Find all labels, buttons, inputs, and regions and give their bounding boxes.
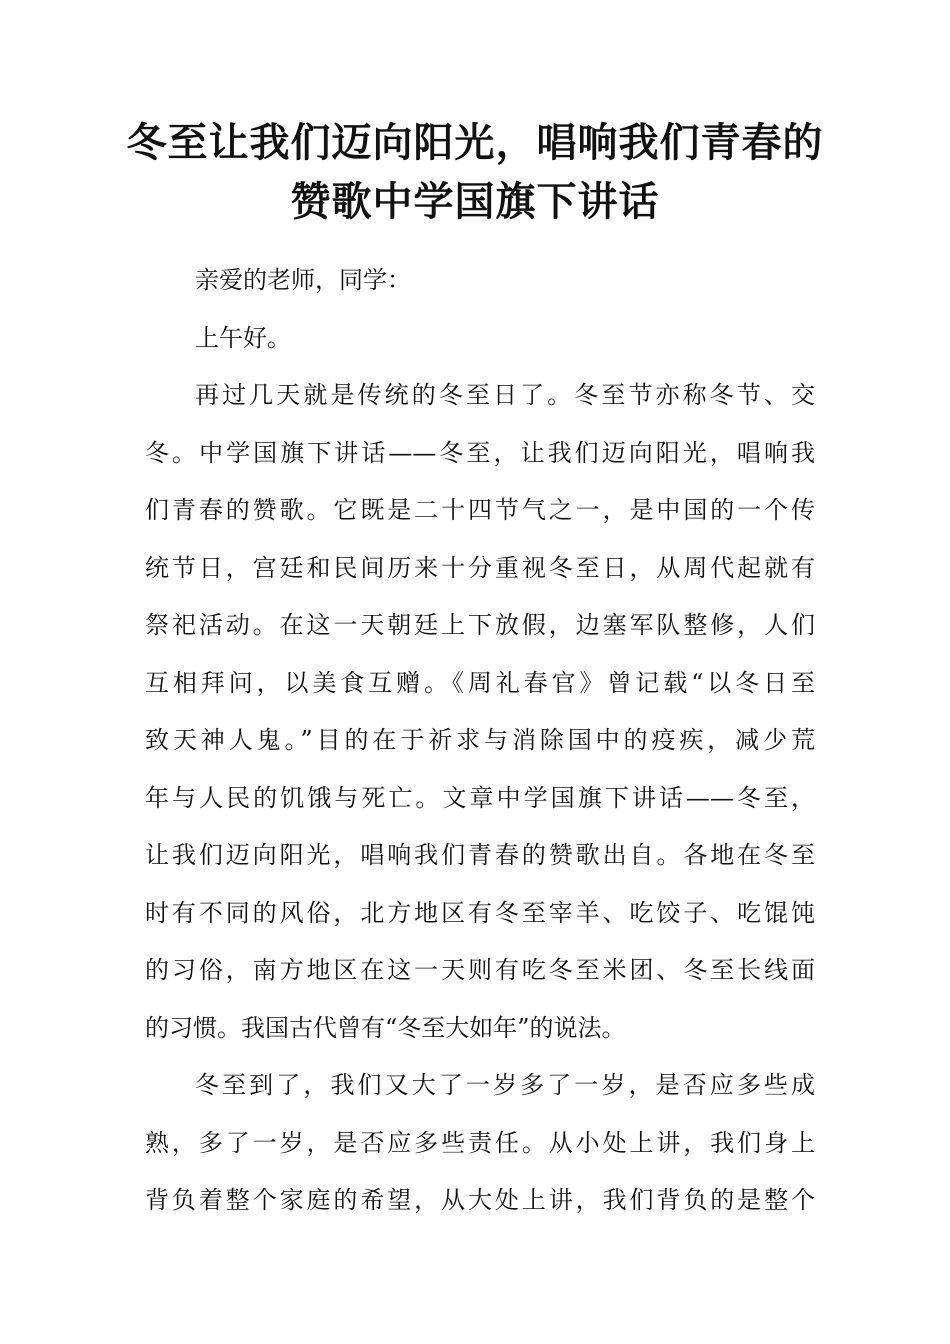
title-line-1: 冬至让我们迈向阳光，唱响我们青春的 (126, 120, 824, 166)
document-title (120, 114, 830, 232)
text-line: 背负着整个家庭的希望，从大处上讲，我们背负的是整个 (145, 1186, 815, 1214)
text-line: 上午好。 (195, 323, 291, 352)
text-line: 致天神人鬼。”目的在于祈求与消除国中的疫疾，减少荒 (145, 726, 815, 754)
text-line: 熟，多了一岁，是否应多些责任。从小处上讲，我们身上 (145, 1128, 815, 1157)
text-line: 冬。中学国旗下讲话——冬至，让我们迈向阳光，唱响我 (145, 438, 815, 467)
text-line: 时有不同的风俗，北方地区有冬至宰羊、吃饺子、吃馄饨 (145, 898, 815, 927)
title-line-2: 赞歌中学国旗下讲话 (290, 179, 660, 225)
document-body (145, 252, 815, 1230)
text-line: 的习俗，南方地区在这一天则有吃冬至米团、冬至长线面 (145, 956, 815, 984)
text-line: 再过几天就是传统的冬至日了。冬至节亦称冬节、交 (195, 381, 815, 409)
text-line: 互相拜问，以美食互赠。《周礼春官》曾记载“以冬日至 (145, 668, 815, 697)
text-line: 年与人民的饥饿与死亡。文章中学国旗下讲话——冬至， (145, 783, 815, 812)
text-line: 亲爱的老师，同学： (195, 266, 411, 294)
text-line: 祭祀活动。在这一天朝廷上下放假，边塞军队整修，人们 (145, 611, 815, 639)
text-line: 们青春的赞歌。它既是二十四节气之一，是中国的一个传 (145, 496, 815, 524)
text-line: 冬至到了，我们又大了一岁多了一岁，是否应多些成 (195, 1071, 815, 1099)
paragraph-winter-solstice (145, 367, 815, 1057)
paragraph-growing-up (145, 1057, 815, 1230)
paragraph-greeting (145, 252, 815, 310)
text-line: 让我们迈向阳光，唱响我们青春的赞歌出自。各地在冬至 (145, 841, 815, 869)
paragraph-morning (145, 310, 815, 368)
text-line: 的习惯。我国古代曾有“冬至大如年”的说法。 (145, 1013, 626, 1042)
text-line: 统节日，宫廷和民间历来十分重视冬至日，从周代起就有 (145, 553, 815, 582)
